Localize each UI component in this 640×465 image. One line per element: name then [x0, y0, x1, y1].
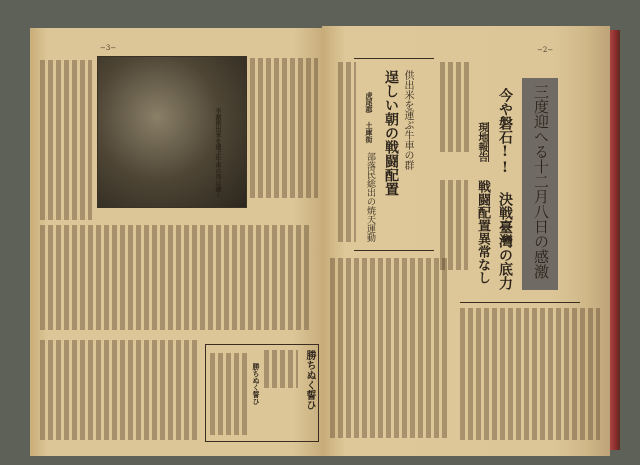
lead-text — [440, 62, 470, 152]
body-text — [460, 308, 600, 440]
body-text — [330, 258, 450, 438]
page-number-left: −3− — [100, 44, 117, 52]
divider — [354, 58, 434, 59]
box-text — [264, 350, 298, 388]
divider — [354, 250, 434, 251]
lead-text — [440, 180, 468, 270]
body-text — [40, 60, 92, 220]
box-title: 勝ちぬく誓ひ — [304, 350, 315, 410]
sidebar-box — [205, 344, 319, 442]
photo-oxcarts — [97, 56, 247, 208]
body-text — [250, 58, 318, 198]
article-location: 虎尾郡 土庫街 — [365, 92, 374, 143]
main-headline: 今や磐石!! 決戦臺灣の底力 — [497, 88, 513, 290]
report-kicker: 現地報告 — [476, 122, 487, 162]
body-text — [40, 225, 312, 330]
body-text — [40, 340, 200, 440]
page-number-right: −2− — [537, 46, 554, 54]
article-headline: 逞しい朝の戦闘配置 — [383, 70, 399, 196]
article-subhead: 部落民総出の焼天運動 — [365, 152, 375, 242]
banner-text: 三度迎へる十二月八日の感激 — [532, 84, 550, 279]
body-text — [338, 62, 356, 242]
box-text — [210, 353, 248, 435]
report-subhead: 戦闘配置異常なし — [475, 180, 490, 284]
photo-caption: 半割供出米を運ぶ牛車の列は續く — [214, 108, 221, 198]
box-subtitle: 勝ちぬく誓ひ — [252, 363, 261, 405]
article-kicker: 供出米を運ぶ牛車の群 — [402, 70, 413, 170]
book-edge — [610, 30, 620, 450]
divider — [460, 302, 580, 303]
banner-box — [522, 78, 558, 290]
